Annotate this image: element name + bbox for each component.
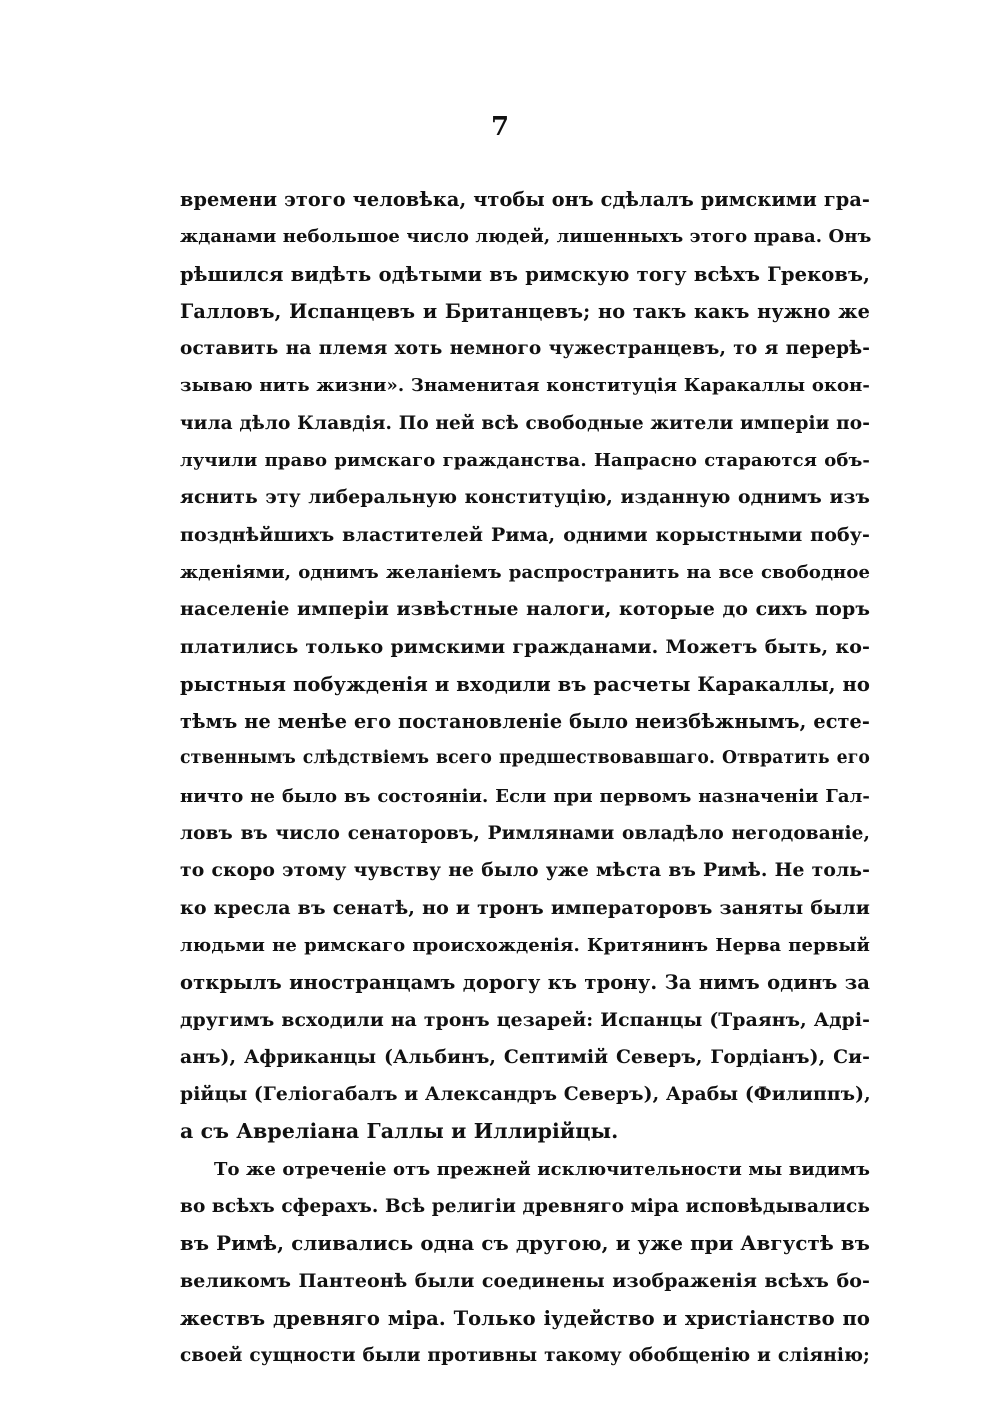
text-line: ничто не было въ состояніи. Если при первомъ назначеніи Гал- (180, 785, 870, 807)
text-line: великомъ Пантеонѣ были соединены изображенія всѣхъ бо- (180, 1269, 870, 1292)
text-line: ко кресла въ сенатѣ, но и тронъ императоровъ заняты были (180, 896, 870, 919)
text-line: позднѣйшихъ властителей Рима, одними корыстными побу- (180, 523, 870, 546)
text-line: оставить на племя хоть немного чужестранцевъ, то я перерѣ- (180, 338, 870, 360)
text-line: населеніе имперіи извѣстные налоги, которые до сихъ поръ (180, 598, 870, 621)
text-line: рыстныя побужденія и входили въ расчеты Каракаллы, но (180, 672, 870, 696)
text-line: рѣшился видѣть одѣтыми въ римскую тогу всѣхъ Грековъ, (180, 262, 870, 286)
text-line: лучили право римскаго гражданства. Напрасно стараются объ- (180, 450, 870, 472)
text-line: жденіями, однимъ желаніемъ распространить на все свободное (180, 561, 870, 583)
text-line: людьми не римскаго происхожденія. Критянинъ Нерва первый (180, 934, 870, 956)
text-line: платились только римскими гражданами. Можетъ быть, ко- (180, 635, 870, 658)
text-line: во всѣхъ сферахъ. Всѣ религіи древняго міра исповѣдывались (180, 1196, 871, 1218)
text-line: жествъ древняго міра. Только іудейство и христіанство по (180, 1306, 870, 1330)
text-line: другимъ всходили на тронъ цезарей: Испанцы (Траянъ, Адрі- (180, 1008, 870, 1031)
text-line: открылъ иностранцамъ дорогу къ трону. За нимъ одинъ за (180, 971, 870, 995)
text-line: зываю нить жизни». Знаменитая конституція Каракаллы окон- (180, 375, 870, 397)
text-line: то скоро этому чувству не было уже мѣста въ Римѣ. Не толь- (180, 859, 870, 882)
text-line: анъ), Африканцы (Альбинъ, Септимій Северъ, Гордіанъ), Си- (180, 1045, 870, 1068)
text-line: Галловъ, Испанцевъ и Британцевъ; но такъ какъ нужно же (180, 299, 870, 323)
text-line: яснить эту либеральную конституцію, изданную однимъ изъ (180, 486, 870, 509)
body-text (180, 181, 870, 1375)
text-line: ловъ въ число сенаторовъ, Римлянами овладѣло негодованіе, (180, 823, 870, 845)
page-number: 7 (490, 112, 510, 142)
text-line: тѣмъ не менѣе его постановленіе было неизбѣжнымъ, есте- (180, 710, 870, 734)
text-line: въ Римѣ, сливались одна съ другою, и уже при Августѣ въ (180, 1231, 870, 1256)
text-line: своей сущности были противны такому обобщенію и сліянію; (180, 1345, 870, 1367)
text-line: а съ Авреліана Галлы и Иллирійцы. (180, 1119, 619, 1144)
text-line: ственнымъ слѣдствіемъ всего предшествовавшаго. Отвратить его (180, 748, 870, 769)
text-line: времени этого человѣка, чтобы онъ сдѣлалъ римскими гра- (180, 188, 870, 211)
text-line: чила дѣло Клавдія. По ней всѣ свободные жители имперіи по- (180, 412, 870, 434)
text-line: То же отреченіе отъ прежней исключительности мы видимъ (214, 1158, 870, 1180)
text-line: рійцы (Геліогабалъ и Александръ Северъ), Арабы (Филиппъ), (180, 1083, 871, 1106)
text-line: жданами небольшое число людей, лишенныхъ этого права. Онъ (180, 226, 872, 248)
